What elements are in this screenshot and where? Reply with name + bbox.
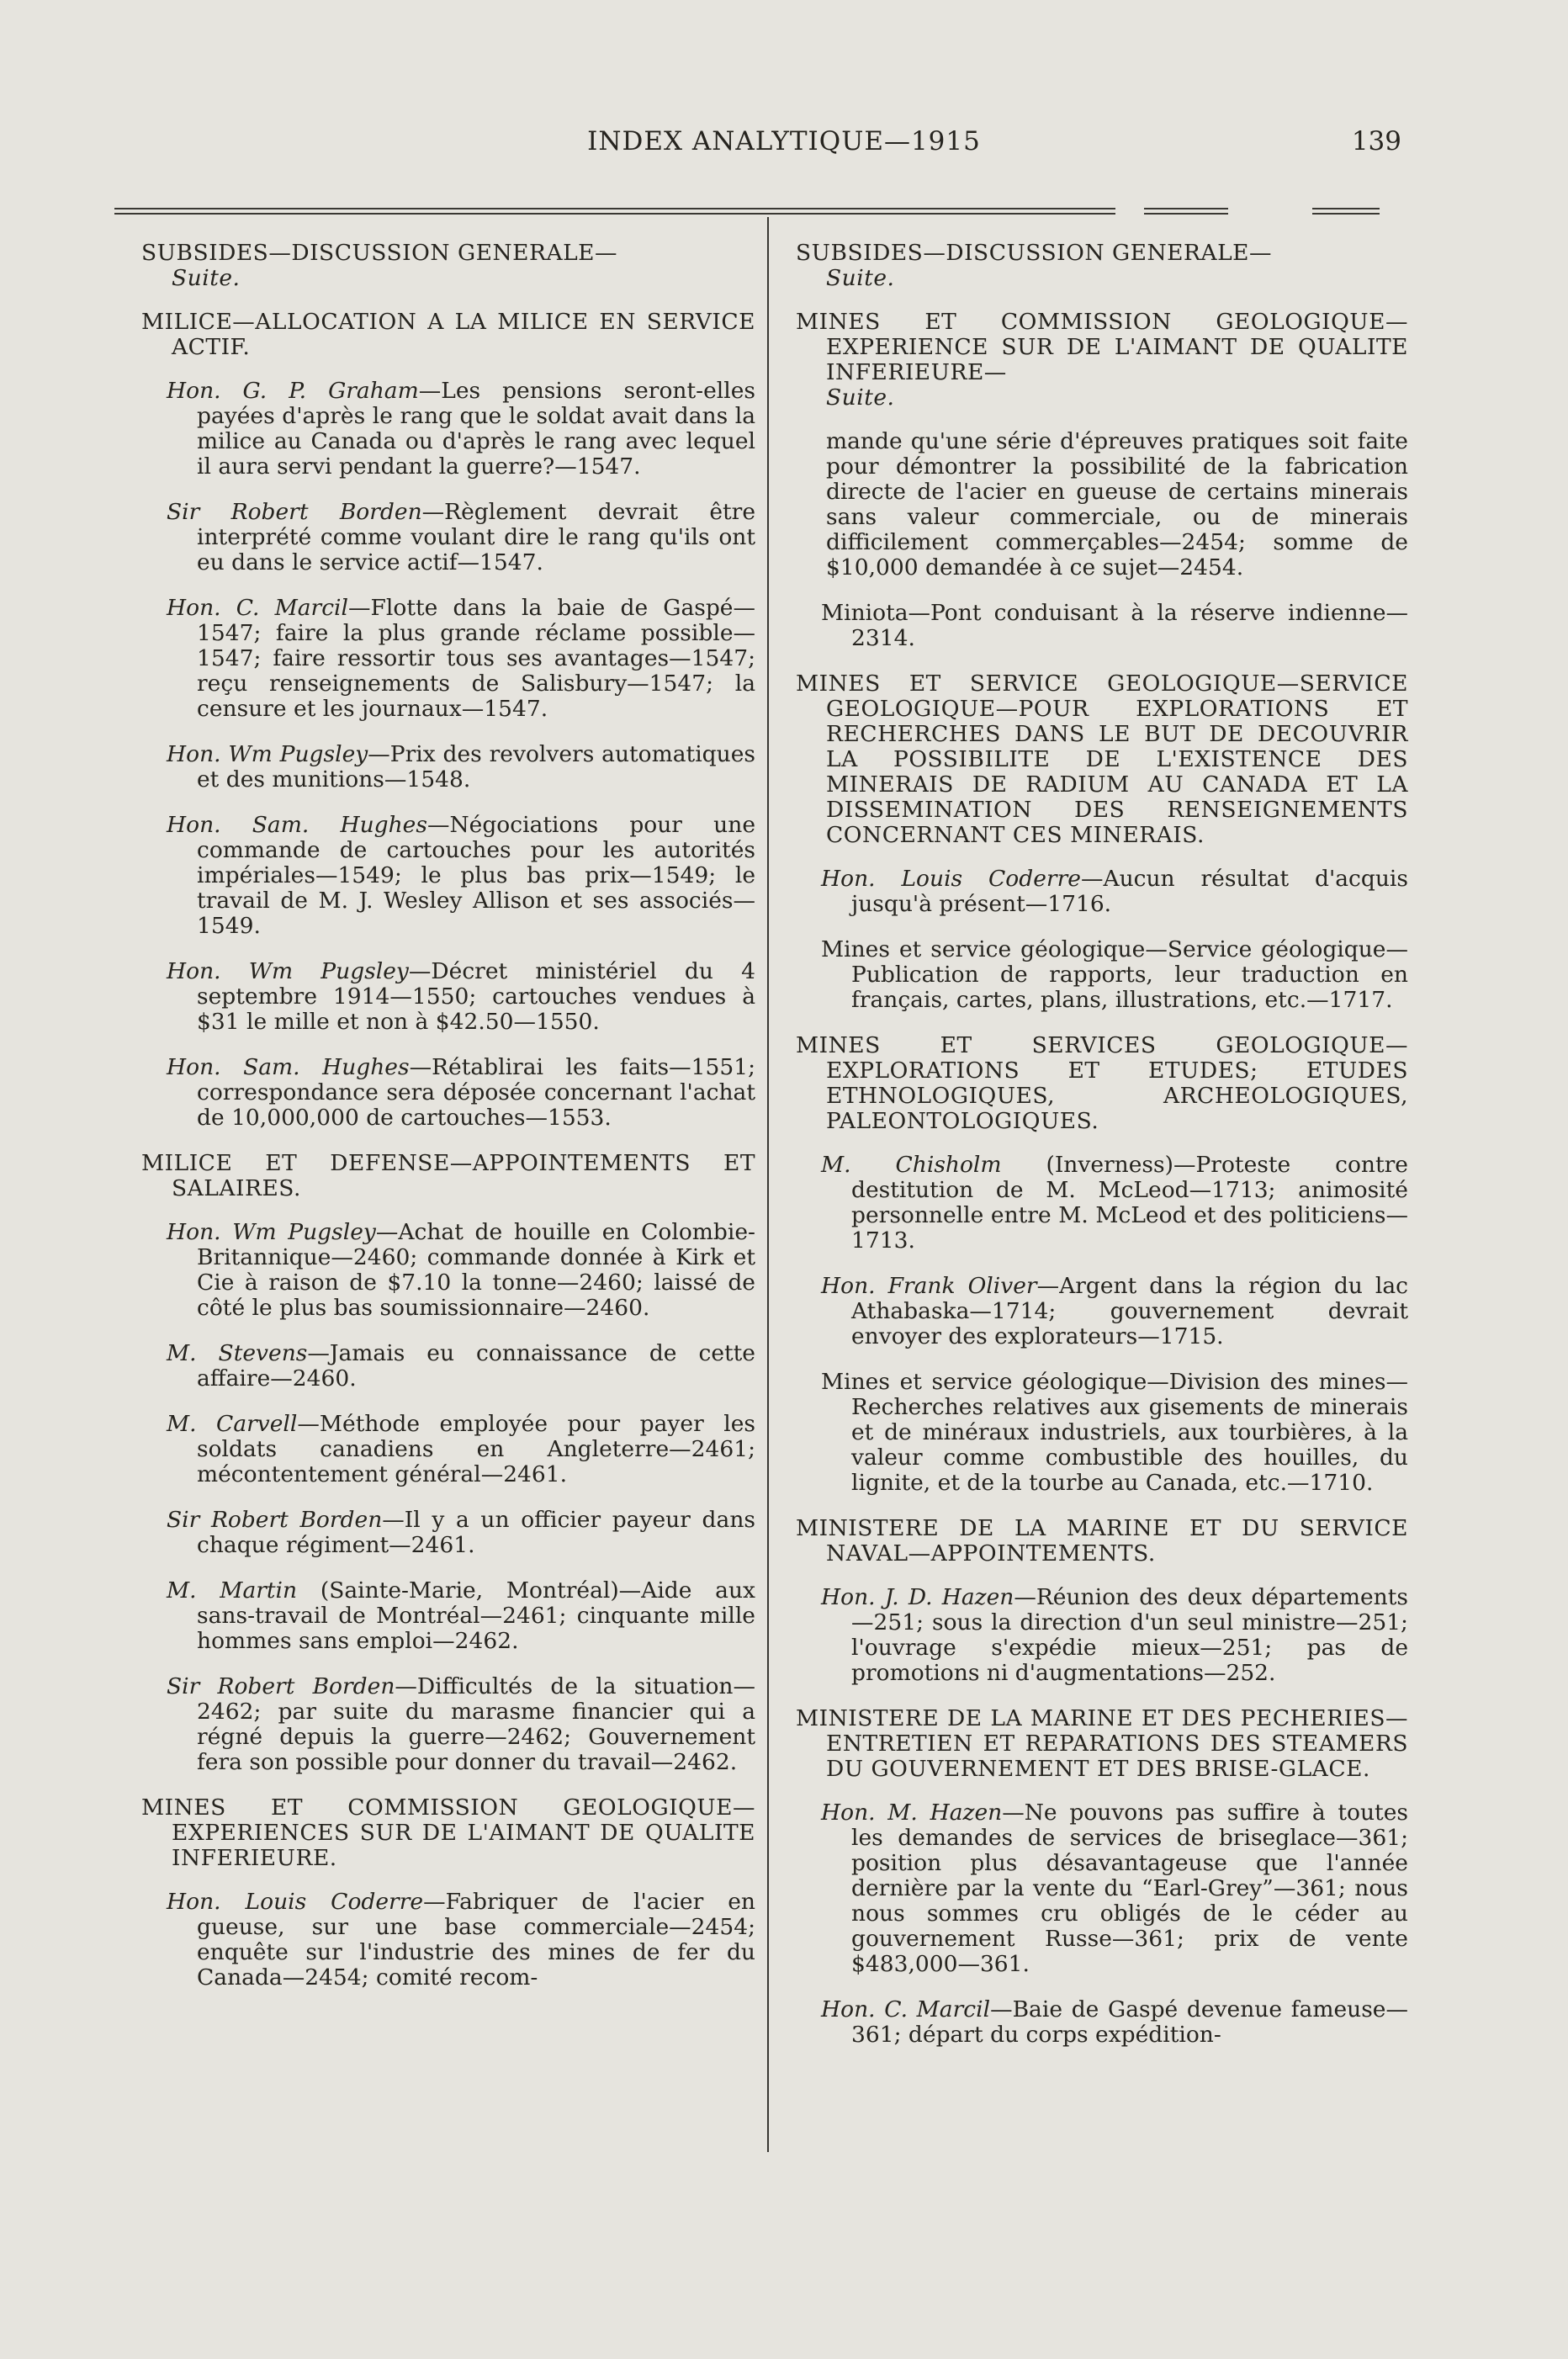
page-header xyxy=(0,126,1568,177)
speaker-name: Hon. M. Hazen xyxy=(821,1800,1003,1826)
entry-text: —Il y a un officier payeur dans chaque régiment—2461. xyxy=(197,1507,755,1558)
speaker-name: Hon. Wm Pugsley xyxy=(167,1219,376,1245)
entry-text: —Les pensions seront-elles payées d'après le rang que le soldat avait dans la milice au Canada ou d'après le rang avec lequel il aura servi pendant la guerre?—1547. xyxy=(197,378,755,480)
suite-label: Suite. xyxy=(172,265,241,291)
index-entry xyxy=(796,1274,1408,1349)
speaker-name: M. Stevens xyxy=(167,1340,308,1366)
entry-text: —Achat de houille en Colombie-Britannique—2460; commande donnée à Kirk et Cie à raison de $7.10 la tonne—2460; laissé de côté le plus bas soumissionnaire—2460. xyxy=(197,1219,755,1321)
heading-text: MINES ET COMMISSION GEOLOGIQUE—EXPERIENCE SUR DE L'AIMANT DE QUALITE INFERIEURE— xyxy=(796,309,1408,385)
speaker-name: Hon. Sam. Hughes xyxy=(167,812,427,838)
index-entry xyxy=(141,596,755,722)
header-rule-short xyxy=(1312,213,1380,215)
entry-text: Mines et service géologique—Service géologique—Publication de rapports, leur traduction en français, cartes, plans, illustrations, etc.—1717. xyxy=(821,936,1408,1013)
entry-text: —Jamais eu connaissance de cette affaire—2460. xyxy=(197,1340,755,1392)
entry-text: —Aucun résultat d'acquis jusqu'à présent—1716. xyxy=(851,866,1408,917)
section-heading xyxy=(141,310,755,360)
speaker-name: Hon. Wm Pugsley xyxy=(167,741,368,767)
header-rule-short xyxy=(1312,208,1380,209)
section-heading xyxy=(796,1033,1408,1134)
suite-label: Suite. xyxy=(826,265,895,291)
index-entry xyxy=(141,1674,755,1775)
section-heading xyxy=(796,1516,1408,1566)
entry-text: Miniota—Pont conduisant à la réserve indienne—2314. xyxy=(821,600,1408,651)
speaker-name: Hon. Frank Oliver xyxy=(821,1273,1037,1299)
speaker-name: Hon. Louis Coderre xyxy=(167,1889,424,1915)
index-entry xyxy=(141,1578,755,1654)
suite-label: Suite. xyxy=(826,384,895,411)
page-number: 139 xyxy=(1351,126,1401,156)
heading-text: SUBSIDES—DISCUSSION GENERALE— xyxy=(796,240,1273,266)
heading-text: MILICE—ALLOCATION A LA MILICE EN SERVICE ACTIF. xyxy=(141,309,755,360)
index-entry xyxy=(796,601,1408,651)
heading-text: MINES ET SERVICE GEOLOGIQUE—SERVICE GEOLOGIQUE—POUR EXPLORATIONS ET RECHERCHES DANS LE BUT DE DECOUVRIR LA POSSIBILITE DE L'EXISTENCE DES MINERAIS DE RADIUM AU CANADA ET LA DISSEMINATION DES RENSEIGNEMENTS CONCERNANT CES MINERAIS. xyxy=(796,671,1408,848)
entry-text: —Flotte dans la baie de Gaspé—1547; faire la plus grande réclame possible—1547; faire ressortir tous ses avantages—1547; reçu renseignements de Salisbury—1547; la censure et les journaux—1547. xyxy=(197,595,755,722)
left-column xyxy=(141,241,755,2011)
speaker-name: Hon. C. Marcil xyxy=(821,1996,991,2022)
entry-text: mande qu'une série d'épreuves pratiques soit faite pour démontrer la possibilité de la fabrication directe de l'acier en gueuse de certains minerais sans valeur commerciale, ou de minerais difficilement commerçables—2454; somme de $10,000 demandée à ce sujet—2454. xyxy=(826,428,1408,580)
speaker-name: Hon. Sam. Hughes xyxy=(167,1054,410,1080)
entry-text: (Inverness)—Proteste contre destitution de M. McLeod—1713; animosité personnelle entre M. McLeod et des politiciens—1713. xyxy=(851,1152,1408,1254)
heading-text: MILICE ET DEFENSE—APPOINTEMENTS ET SALAIRES. xyxy=(141,1150,755,1201)
header-rule xyxy=(114,208,1115,209)
heading-text: MINISTERE DE LA MARINE ET DES PECHERIES—ENTRETIEN ET REPARATIONS DES STEAMERS DU GOUVERNEMENT ET DES BRISE-GLACE. xyxy=(796,1705,1408,1782)
speaker-name: Hon. Louis Coderre xyxy=(821,866,1081,892)
header-rule xyxy=(114,213,1115,215)
speaker-name: Hon. G. P. Graham xyxy=(167,378,419,404)
entry-continuation xyxy=(796,429,1408,580)
entry-text: —Difficultés de la situation—2462; par suite du marasme financier qui a régné depuis la guerre—2462; Gouvernement fera son possible pour donner du travail—2462. xyxy=(197,1673,755,1775)
section-heading xyxy=(141,1795,755,1871)
right-column xyxy=(796,241,1408,2068)
entry-text: —Ne pouvons pas suffire à toutes les demandes de services de briseglace—361; position plus désavantageuse que l'année dernière par la vente du “Earl-Grey”—361; nous nous sommes cru obligés de le céder au gouvernement Russe—361; prix de vente $483,000—361. xyxy=(851,1800,1408,1977)
index-entry xyxy=(796,867,1408,917)
speaker-name: Hon. C. Marcil xyxy=(167,595,348,621)
index-entry xyxy=(141,1220,755,1321)
entry-text: —Décret ministériel du 4 septembre 1914—1550; cartouches vendues à $31 le mille et non à $42.50—1550. xyxy=(197,958,755,1035)
speaker-name: M. Carvell xyxy=(167,1411,298,1437)
index-entry xyxy=(141,500,755,575)
entry-text: —Réunion des deux départements—251; sous la direction d'un seul ministre—251; l'ouvrage s'expédie mieux—251; pas de promotions ni d'augmentations—252. xyxy=(851,1584,1408,1686)
speaker-name: M. Martin xyxy=(167,1577,298,1604)
section-heading xyxy=(141,241,755,291)
index-entry xyxy=(141,742,755,793)
entry-text: —Négociations pour une commande de cartouches pour les autorités impériales—1549; le plus bas prix—1549; le travail de M. J. Wesley Allison et ses associés—1549. xyxy=(197,812,755,939)
index-entry xyxy=(141,813,755,939)
speaker-name: Sir Robert Borden xyxy=(167,1673,395,1699)
section-heading xyxy=(796,1706,1408,1782)
entry-text: —Fabriquer de l'acier en gueuse, sur une base commerciale—2454; enquête sur l'industrie des mines de fer du Canada—2454; comité recom- xyxy=(197,1889,755,1991)
index-entry xyxy=(796,937,1408,1013)
index-entry xyxy=(141,1412,755,1487)
index-entry xyxy=(141,1890,755,1991)
index-entry xyxy=(796,1153,1408,1254)
index-entry xyxy=(796,1585,1408,1686)
running-title: INDEX ANALYTIQUE—1915 xyxy=(587,126,981,156)
speaker-name: Hon. J. D. Hazen xyxy=(821,1584,1014,1610)
heading-text: MINES ET SERVICES GEOLOGIQUE—EXPLORATIONS ET ETUDES; ETUDES ETHNOLOGIQUES, ARCHEOLOGIQUES, PALEONTOLOGIQUES. xyxy=(796,1032,1408,1134)
header-rule-short xyxy=(1144,213,1228,215)
entry-text: —Prix des revolvers automatiques et des munitions—1548. xyxy=(197,741,755,793)
speaker-name: M. Chisholm xyxy=(821,1152,1002,1178)
heading-text: MINES ET COMMISSION GEOLOGIQUE—EXPERIENCES SUR DE L'AIMANT DE QUALITE INFERIEURE. xyxy=(141,1794,755,1871)
heading-text: SUBSIDES—DISCUSSION GENERALE— xyxy=(141,240,618,266)
entry-text: —Baie de Gaspé devenue fameuse—361; départ du corps expédition- xyxy=(851,1996,1408,2048)
index-entry xyxy=(796,1997,1408,2048)
index-entry xyxy=(141,1341,755,1392)
index-entry xyxy=(141,1055,755,1131)
speaker-name: Sir Robert Borden xyxy=(167,499,422,525)
header-rule-short xyxy=(1144,208,1228,209)
heading-text: MINISTERE DE LA MARINE ET DU SERVICE NAVAL—APPOINTEMENTS. xyxy=(796,1515,1408,1566)
column-divider xyxy=(767,217,769,2152)
entry-text: (Sainte-Marie, Montréal)—Aide aux sans-travail de Montréal—2461; cinquante mille hommes sans emploi—2462. xyxy=(197,1577,755,1654)
entry-text: —Argent dans la région du lac Athabaska—1714; gouvernement devrait envoyer des explorateurs—1715. xyxy=(851,1273,1408,1349)
entry-text: Mines et service géologique—Division des mines—Recherches relatives aux gisements de minerais et de minéraux industriels, aux tourbières, à la valeur comme combustible des houilles, du lignite, et de la tourbe au Canada, etc.—1710. xyxy=(821,1369,1408,1496)
index-entry xyxy=(141,379,755,480)
index-entry xyxy=(796,1370,1408,1496)
section-heading xyxy=(796,310,1408,411)
entry-text: —Rétablirai les faits—1551; correspondance sera déposée concernant l'achat de 10,000,000 de cartouches—1553. xyxy=(197,1054,755,1131)
index-entry xyxy=(796,1800,1408,1977)
section-heading xyxy=(141,1151,755,1201)
section-heading xyxy=(796,671,1408,848)
entry-text: —Règlement devrait être interprété comme voulant dire le rang qu'ils ont eu dans le service actif—1547. xyxy=(197,499,755,575)
index-entry xyxy=(141,959,755,1035)
entry-text: —Méthode employée pour payer les soldats canadiens en Angleterre—2461; mécontentement général—2461. xyxy=(197,1411,755,1487)
speaker-name: Hon. Wm Pugsley xyxy=(167,958,409,984)
section-heading xyxy=(796,241,1408,291)
speaker-name: Sir Robert Borden xyxy=(167,1507,383,1533)
index-entry xyxy=(141,1508,755,1558)
